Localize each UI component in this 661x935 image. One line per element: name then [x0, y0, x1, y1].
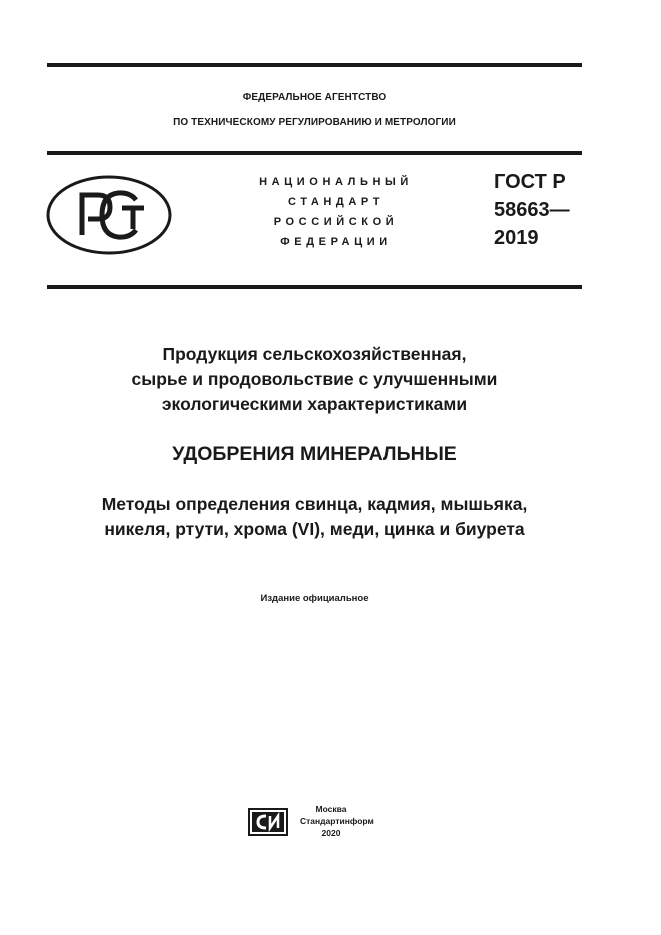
title-line-2: сырье и продовольствие с улучшенными — [131, 369, 498, 389]
top-rule — [47, 63, 582, 67]
header-top-rule — [47, 151, 582, 155]
national-line-1: НАЦИОНАЛЬНЫЙ — [259, 176, 413, 188]
publisher-name: Стандартинформ — [300, 816, 374, 826]
agency-line-1: ФЕДЕРАЛЬНОЕ АГЕНТСТВО — [242, 92, 387, 103]
document-subtitle — [47, 492, 582, 542]
publisher-city: Москва — [315, 804, 347, 814]
designation-line-2: 58663— — [494, 199, 570, 221]
designation-line-1: ГОСТ Р — [494, 171, 566, 193]
subtitle-line-2: никеля, ртути, хрома (VI), меди, цинка и биурета — [104, 519, 525, 539]
agency-line-2: ПО ТЕХНИЧЕСКОМУ РЕГУЛИРОВАНИЮ И МЕТРОЛОГИИ — [173, 117, 456, 128]
publisher-info — [300, 803, 374, 839]
standard-designation — [494, 168, 570, 252]
national-line-2: СТАНДАРТ — [287, 196, 385, 208]
standartinform-logo-icon — [248, 808, 288, 836]
header-bottom-rule — [47, 285, 582, 289]
designation-line-3: 2019 — [494, 227, 539, 249]
national-line-4: ФЕДЕРАЦИИ — [280, 236, 392, 248]
title-line-1: Продукция сельскохозяйственная, — [162, 344, 467, 364]
national-standard-label — [238, 172, 434, 252]
title-line-3: экологическими характеристиками — [161, 394, 468, 414]
document-title — [47, 342, 582, 417]
edition-label: Издание официальное — [260, 593, 369, 604]
document-heading: УДОБРЕНИЯ МИНЕРАЛЬНЫЕ — [172, 443, 457, 465]
subtitle-line-1: Методы определения свинца, кадмия, мышьяка, — [101, 494, 528, 514]
national-line-3: РОССИЙСКОЙ — [273, 216, 399, 228]
rst-certification-mark-icon — [46, 175, 172, 255]
publisher-year: 2020 — [321, 828, 341, 838]
